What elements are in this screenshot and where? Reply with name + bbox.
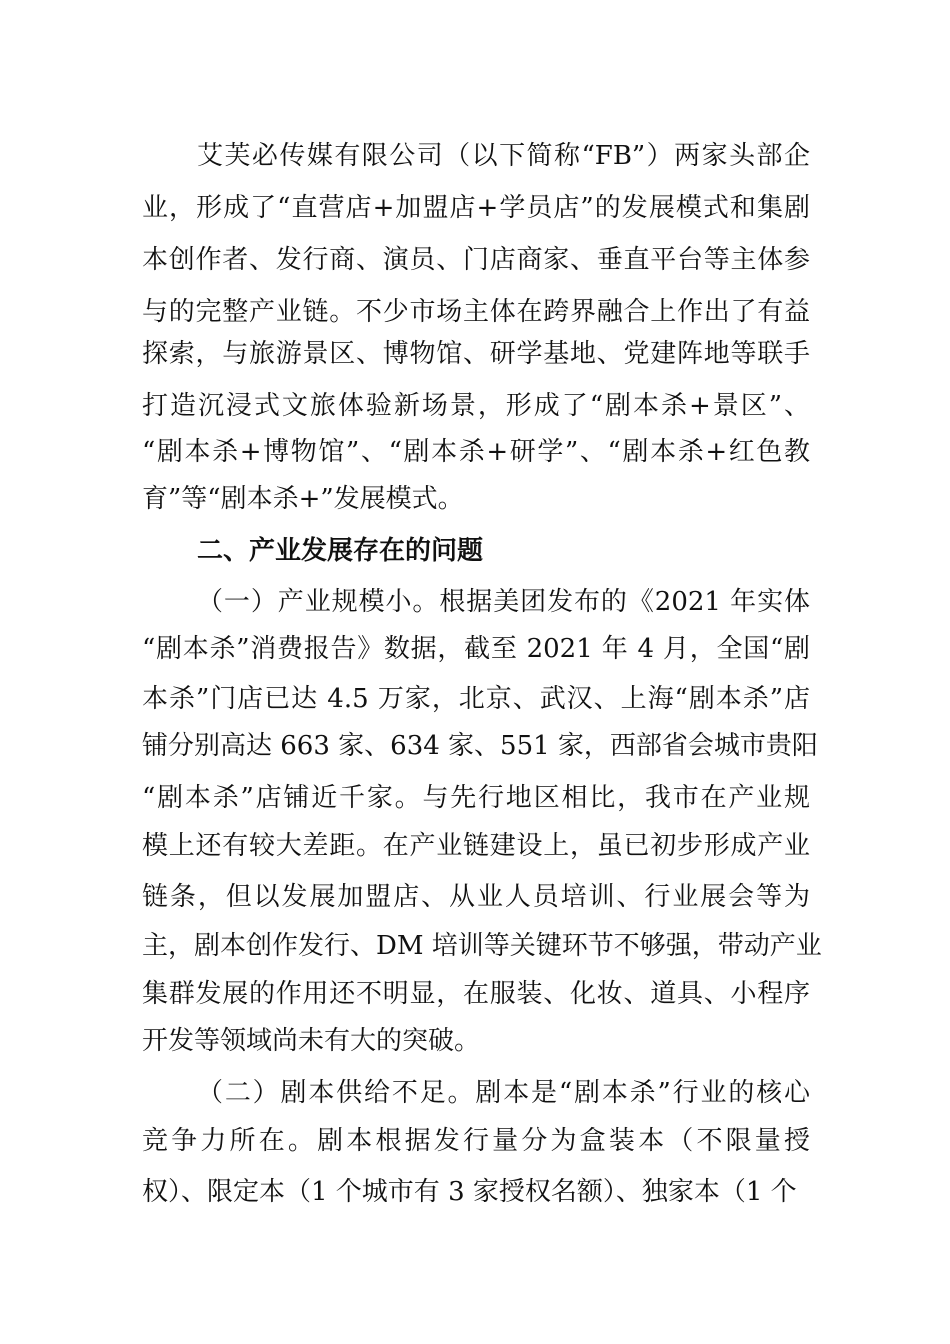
text-line: 竞争力所在。剧本根据发行量分为盒装本（不限量授	[142, 1126, 810, 1156]
text-line: 权）、限定本（1 个城市有 3 家授权名额）、独家本（1 个	[142, 1177, 797, 1207]
text-line: （一）产业规模小。根据美团发布的《2021 年实体	[197, 587, 810, 617]
text-line: 铺分别高达 663 家、634 家、551 家，西部省会城市贵阳	[142, 731, 818, 761]
text-line: 艾芙必传媒有限公司（以下简称“FB”）两家头部企	[197, 141, 810, 171]
text-line: “剧本杀”店铺近千家。与先行地区相比，我市在产业规	[142, 783, 810, 813]
text-line: 打造沉浸式文旅体验新场景，形成了“剧本杀+景区”、	[142, 391, 810, 421]
text-line: 育”等“剧本杀+”发展模式。	[142, 484, 464, 514]
text-line: 链条，但以发展加盟店、从业人员培训、行业展会等为	[142, 882, 810, 912]
text-line: 主，剧本创作发行、DM 培训等关键环节不够强，带动产业	[142, 931, 822, 961]
text-line: 模上还有较大差距。在产业链建设上，虽已初步形成产业	[142, 831, 810, 861]
text-line: 本杀”门店已达 4.5 万家，北京、武汉、上海“剧本杀”店	[142, 684, 810, 714]
text-line: “剧本杀+博物馆”、“剧本杀+研学”、“剧本杀+红色教	[142, 437, 810, 467]
text-line: 本创作者、发行商、演员、门店商家、垂直平台等主体参	[142, 245, 810, 275]
section-heading: 二、产业发展存在的问题	[197, 536, 484, 566]
text-line: “剧本杀”消费报告》数据，截至 2021 年 4 月，全国“剧	[142, 634, 810, 664]
text-line: 业，形成了“直营店+加盟店+学员店”的发展模式和集剧	[142, 193, 810, 223]
text-line: 开发等领域尚未有大的突破。	[142, 1026, 481, 1056]
text-line: 与的完整产业链。不少市场主体在跨界融合上作出了有益	[142, 297, 810, 327]
text-line: 探索，与旅游景区、博物馆、研学基地、党建阵地等联手	[142, 339, 810, 369]
text-line: （二）剧本供给不足。剧本是“剧本杀”行业的核心	[197, 1078, 810, 1108]
text-line: 集群发展的作用还不明显，在服装、化妆、道具、小程序	[142, 979, 810, 1009]
